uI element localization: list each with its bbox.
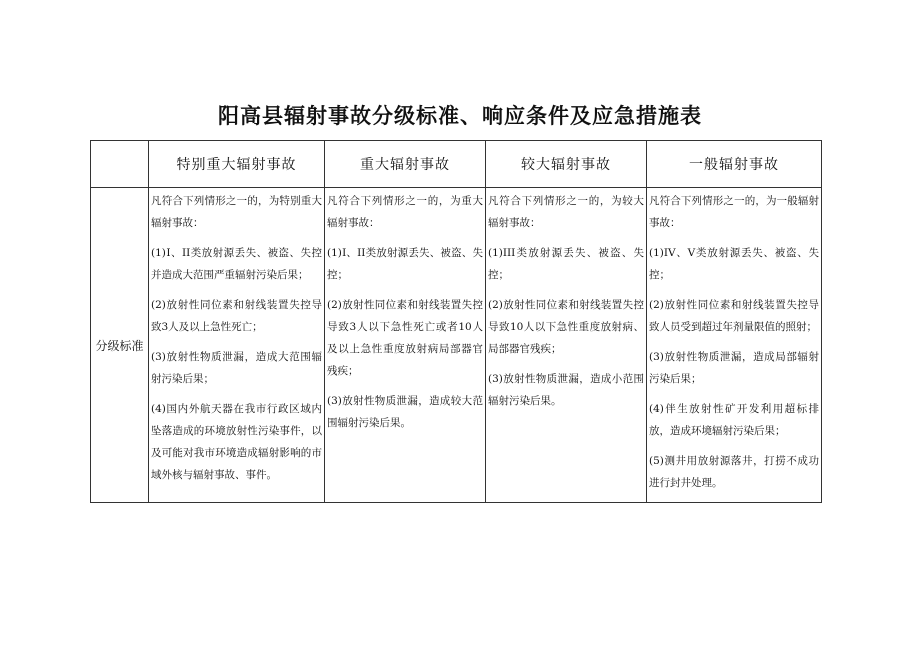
criteria-paragraph: (2)放射性同位素和射线装置失控导致3人及以上急性死亡； (151, 299, 322, 333)
criteria-general (647, 188, 822, 503)
criteria-paragraph: (1)III类放射源丢失、被盗、失控； (488, 247, 644, 281)
criteria-paragraph: (2)放射性同位素和射线装置失控导致人员受到超过年剂量限值的照射； (649, 299, 819, 333)
header-major: 重大辐射事故 (325, 141, 486, 188)
document-title: 阳高县辐射事故分级标准、响应条件及应急措施表 (218, 104, 702, 128)
classification-table (90, 140, 822, 503)
header-row (91, 141, 822, 188)
criteria-paragraph: 凡符合下列情形之一的，为一般辐射事故： (649, 195, 819, 229)
criteria-especially-major (149, 188, 325, 503)
criteria-paragraph: 凡符合下列情形之一的，为特别重大辐射事故： (151, 195, 322, 229)
criteria-paragraph: 凡符合下列情形之一的，为较大辐射事故： (488, 195, 644, 229)
criteria-paragraph: (1)Ⅰ、II类放射源丢失、被盗、失控并造成大范围严重辐射污染后果； (151, 247, 322, 281)
criteria-major (325, 188, 486, 503)
corner-cell (91, 141, 149, 188)
criteria-paragraph: 凡符合下列情形之一的，为重大辐射事故： (327, 195, 483, 229)
criteria-paragraph: (3)放射性物质泄漏，造成局部辐射污染后果； (649, 351, 819, 385)
criteria-paragraph: (2)放射性同位素和射线装置失控导致10人以下急性重度放射病、局部器官残疾； (488, 299, 644, 355)
criteria-paragraph: (5)测井用放射源落井，打捞不成功进行封井处理。 (649, 455, 819, 489)
criteria-paragraph: (1)IV、V类放射源丢失、被盗、失控； (649, 247, 819, 281)
row-label-classification: 分级标准 (91, 188, 149, 503)
header-general: 一般辐射事故 (647, 141, 822, 188)
criteria-paragraph: (3)放射性物质泄漏，造成大范围辐射污染后果； (151, 351, 322, 385)
criteria-paragraph: (4)伴生放射性矿开发利用超标排放，造成环境辐射污染后果； (649, 403, 819, 437)
criteria-paragraph: (3)放射性物质泄漏，造成较大范围辐射污染后果。 (327, 395, 483, 429)
criteria-paragraph: (3)放射性物质泄漏，造成小范围辐射污染后果。 (488, 373, 644, 407)
header-larger: 较大辐射事故 (486, 141, 647, 188)
criteria-paragraph: (2)放射性同位素和射线装置失控导致3人以下急性死亡或者10人及以上急性重度放射病局部器官残疾； (327, 299, 483, 377)
criteria-larger (486, 188, 647, 503)
header-especially-major: 特别重大辐射事故 (149, 141, 325, 188)
criteria-paragraph: (1)Ⅰ、II类放射源丢失、被盗、失控； (327, 247, 483, 281)
criteria-paragraph: (4)国内外航天器在我市行政区域内坠落造成的环境放射性污染事件，以及可能对我市环境造成辐射影响的市域外核与辐射事故、事件。 (151, 403, 322, 481)
classification-row (91, 188, 822, 503)
